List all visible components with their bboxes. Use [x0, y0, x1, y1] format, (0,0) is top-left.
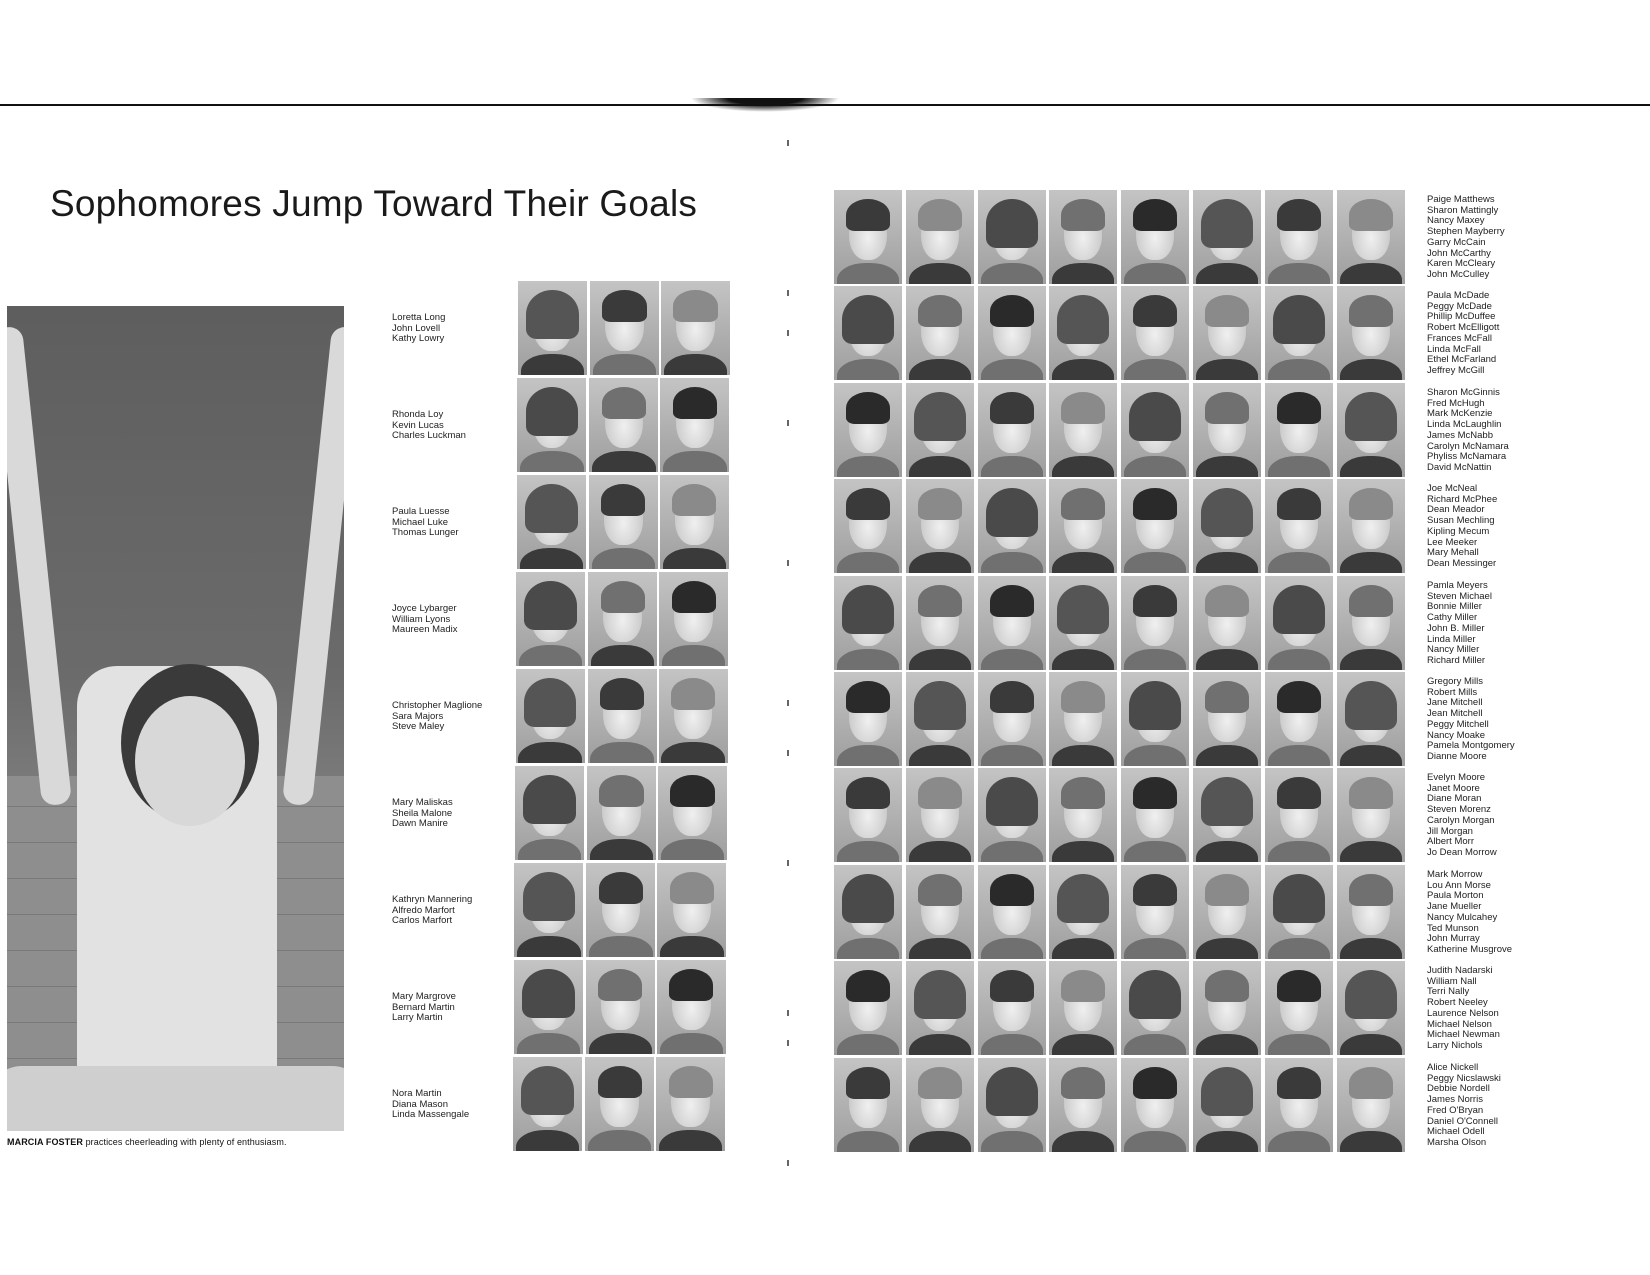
student-name: John Lovell: [392, 322, 441, 334]
student-portrait: [1193, 672, 1261, 766]
student-name: Linda Miller: [1427, 633, 1476, 645]
student-name: William Lyons: [392, 613, 451, 625]
student-name: Jane Mueller: [1427, 901, 1482, 913]
student-portrait: [1337, 961, 1405, 1055]
student-name: Dean Meador: [1427, 504, 1485, 516]
student-portrait: [1265, 576, 1333, 670]
student-name: Robert Neeley: [1427, 997, 1488, 1009]
student-portrait: [657, 863, 726, 957]
student-name: Bonnie Miller: [1427, 601, 1482, 613]
student-portrait: [978, 961, 1046, 1055]
binding-notch: [690, 98, 840, 112]
student-portrait: [513, 1057, 582, 1151]
name-list: [1427, 677, 1515, 763]
student-portrait: [514, 960, 583, 1054]
student-name: Larry Nichols: [1427, 1039, 1483, 1051]
student-portrait: [1265, 768, 1333, 862]
student-name: Carolyn Morgan: [1427, 814, 1495, 826]
student-portrait: [906, 865, 974, 959]
student-name: Charles Luckman: [392, 430, 466, 442]
photo-caption: [7, 1137, 287, 1147]
student-name: Steve Maley: [392, 721, 445, 733]
student-portrait: [1121, 865, 1189, 959]
student-name: William Nall: [1427, 975, 1477, 987]
student-portrait: [660, 378, 729, 472]
student-name: John B. Miller: [1427, 622, 1485, 634]
student-name: Ethel McFarland: [1427, 354, 1497, 366]
student-name: Marsha Olson: [1427, 1136, 1487, 1148]
student-name: Robert McElligott: [1427, 322, 1500, 334]
student-name: Albert Morr: [1427, 836, 1474, 848]
student-portrait: [1193, 576, 1261, 670]
name-list: [392, 313, 445, 345]
student-name: Paula Luesse: [392, 506, 450, 517]
student-portrait: [1337, 479, 1405, 573]
student-portrait: [514, 863, 583, 957]
student-name: Nancy Moake: [1427, 729, 1486, 741]
student-name: Phillip McDuffee: [1427, 311, 1496, 323]
student-name: Jane Mitchell: [1427, 697, 1483, 709]
name-list: [392, 992, 456, 1024]
student-name: Sharon McGinnis: [1427, 387, 1500, 398]
student-name: John McCarthy: [1427, 247, 1491, 259]
student-portrait: [1265, 961, 1333, 1055]
student-name: Katherine Musgrove: [1427, 943, 1513, 955]
student-name: Jill Morgan: [1427, 825, 1473, 837]
student-name: Linda McFall: [1427, 343, 1481, 355]
name-list: [392, 798, 453, 830]
student-name: Lee Meeker: [1427, 536, 1478, 548]
student-name: Phyliss McNamara: [1427, 451, 1507, 463]
student-portrait: [1049, 961, 1117, 1055]
student-portrait: [1265, 190, 1333, 284]
student-name: Ted Munson: [1427, 922, 1479, 934]
student-name: Jean Mitchell: [1427, 708, 1483, 720]
student-portrait: [834, 865, 902, 959]
student-portrait: [1193, 768, 1261, 862]
student-name: Thomas Lunger: [392, 527, 459, 539]
caption-text: practices cheerleading with plenty of enthusiasm.: [82, 1137, 287, 1147]
student-portrait: [516, 669, 585, 763]
student-name: Fred McHugh: [1427, 397, 1485, 409]
name-list: [1427, 195, 1505, 281]
student-portrait: [978, 479, 1046, 573]
student-portrait: [978, 768, 1046, 862]
student-portrait: [1049, 1058, 1117, 1152]
student-portrait: [1049, 383, 1117, 477]
student-name: Carlos Marfort: [392, 915, 453, 927]
name-list: [1427, 581, 1492, 667]
student-portrait: [1121, 1058, 1189, 1152]
student-portrait: [978, 1058, 1046, 1152]
student-portrait: [589, 475, 658, 569]
student-name: James McNabb: [1427, 429, 1493, 441]
name-list: [392, 410, 466, 442]
student-portrait: [518, 281, 587, 375]
student-portrait: [1193, 865, 1261, 959]
student-name: Joe McNeal: [1427, 483, 1478, 494]
student-portrait: [1265, 1058, 1333, 1152]
student-portrait: [586, 863, 655, 957]
student-portrait: [1049, 576, 1117, 670]
student-portrait: [978, 190, 1046, 284]
student-portrait: [517, 378, 586, 472]
student-portrait: [978, 383, 1046, 477]
student-portrait: [1265, 383, 1333, 477]
student-portrait: [906, 961, 974, 1055]
student-name: Carolyn McNamara: [1427, 440, 1509, 452]
student-name: Michael Odell: [1427, 1126, 1485, 1138]
name-list: [1427, 1063, 1501, 1149]
student-portrait: [589, 378, 658, 472]
student-name: Peggy McDade: [1427, 300, 1492, 312]
student-portrait: [1193, 479, 1261, 573]
student-portrait: [1337, 383, 1405, 477]
student-portrait: [657, 960, 726, 1054]
student-portrait: [978, 672, 1046, 766]
student-portrait: [586, 960, 655, 1054]
student-name: Kathryn Mannering: [392, 894, 473, 905]
student-portrait: [660, 475, 729, 569]
student-name: Judith Nadarski: [1427, 965, 1493, 976]
student-name: James Norris: [1427, 1094, 1483, 1106]
student-name: Mary Mehall: [1427, 547, 1479, 559]
student-portrait: [1049, 479, 1117, 573]
student-name: Maureen Madix: [392, 624, 458, 636]
student-portrait: [590, 281, 659, 375]
student-name: Garry McCain: [1427, 236, 1486, 248]
student-portrait: [1121, 190, 1189, 284]
student-portrait: [978, 576, 1046, 670]
student-name: Gregory Mills: [1427, 676, 1483, 687]
student-portrait: [1337, 768, 1405, 862]
student-portrait: [1049, 286, 1117, 380]
student-portrait: [906, 672, 974, 766]
student-portrait: [1121, 672, 1189, 766]
name-list: [1427, 773, 1497, 859]
student-portrait: [658, 766, 727, 860]
student-portrait: [659, 669, 728, 763]
name-list: [392, 895, 472, 927]
student-portrait: [515, 766, 584, 860]
student-name: Stephen Mayberry: [1427, 226, 1505, 238]
student-name: Joyce Lybarger: [392, 603, 457, 614]
student-portrait: [661, 281, 730, 375]
student-name: Evelyn Moore: [1427, 772, 1486, 783]
student-name: Pamla Meyers: [1427, 580, 1488, 591]
student-name: Diana Mason: [392, 1098, 448, 1110]
student-name: Paula McDade: [1427, 290, 1490, 301]
student-portrait: [906, 190, 974, 284]
student-portrait: [585, 1057, 654, 1151]
student-name: Karen McCleary: [1427, 258, 1496, 270]
name-list: [1427, 966, 1500, 1052]
student-name: Lou Ann Morse: [1427, 879, 1491, 891]
student-portrait: [516, 572, 585, 666]
student-portrait: [1049, 672, 1117, 766]
name-list: [392, 507, 459, 539]
student-name: Bernard Martin: [392, 1001, 455, 1013]
student-name: Steven Morenz: [1427, 804, 1491, 816]
student-portrait: [659, 572, 728, 666]
student-name: Loretta Long: [392, 312, 446, 323]
student-name: Susan Mechling: [1427, 515, 1495, 527]
student-name: Christopher Maglione: [392, 700, 483, 711]
student-portrait: [1193, 1058, 1261, 1152]
student-name: Alfredo Marfort: [392, 904, 455, 916]
student-name: Jo Dean Morrow: [1427, 846, 1497, 858]
student-name: Nancy Mulcahey: [1427, 911, 1498, 923]
student-portrait: [1193, 383, 1261, 477]
student-portrait: [1193, 286, 1261, 380]
student-portrait: [1121, 479, 1189, 573]
student-portrait: [1337, 1058, 1405, 1152]
student-portrait: [1265, 865, 1333, 959]
student-name: Pamela Montgomery: [1427, 740, 1515, 752]
student-portrait: [978, 865, 1046, 959]
student-portrait: [1121, 768, 1189, 862]
student-name: Mark Morrow: [1427, 869, 1483, 880]
student-portrait: [834, 672, 902, 766]
student-portrait: [834, 286, 902, 380]
student-name: Frances McFall: [1427, 332, 1492, 344]
student-name: John Murray: [1427, 933, 1480, 945]
student-name: Sheila Malone: [392, 807, 453, 819]
student-name: Peggy Nicslawski: [1427, 1072, 1501, 1084]
student-name: Richard McPhee: [1427, 493, 1498, 505]
student-portrait: [1265, 479, 1333, 573]
student-portrait: [834, 576, 902, 670]
student-portrait: [834, 768, 902, 862]
student-portrait: [906, 479, 974, 573]
student-portrait: [1193, 190, 1261, 284]
student-name: Robert Mills: [1427, 686, 1478, 698]
student-portrait: [834, 1058, 902, 1152]
student-name: Nora Martin: [392, 1088, 442, 1099]
student-portrait: [1337, 190, 1405, 284]
name-list: [1427, 388, 1509, 474]
student-portrait: [656, 1057, 725, 1151]
student-name: Diane Moran: [1427, 793, 1482, 805]
student-portrait: [1265, 286, 1333, 380]
student-name: Kevin Lucas: [392, 419, 444, 431]
student-portrait: [1049, 865, 1117, 959]
student-name: Rhonda Loy: [392, 409, 444, 420]
student-name: Alice Nickell: [1427, 1062, 1479, 1073]
student-portrait: [1265, 672, 1333, 766]
student-portrait: [1337, 865, 1405, 959]
page-gutter: [787, 140, 791, 1170]
student-name: Daniel O'Connell: [1427, 1115, 1498, 1127]
student-portrait: [906, 768, 974, 862]
student-name: Kipling Mecum: [1427, 525, 1490, 537]
student-name: Janet Moore: [1427, 782, 1480, 794]
student-portrait: [588, 669, 657, 763]
student-portrait: [834, 383, 902, 477]
student-portrait: [1121, 286, 1189, 380]
name-list: [392, 604, 457, 636]
student-portrait: [1121, 576, 1189, 670]
page-title: Sophomores Jump Toward Their Goals: [50, 183, 698, 224]
student-name: Sharon Mattingly: [1427, 204, 1499, 216]
student-portrait: [587, 766, 656, 860]
student-portrait: [517, 475, 586, 569]
student-portrait: [978, 286, 1046, 380]
student-name: Peggy Mitchell: [1427, 718, 1489, 730]
student-name: Steven Michael: [1427, 590, 1492, 602]
student-name: Linda McLaughlin: [1427, 419, 1502, 431]
name-list: [1427, 484, 1497, 570]
student-portrait: [906, 576, 974, 670]
student-name: Richard Miller: [1427, 654, 1486, 666]
student-name: Nancy Miller: [1427, 644, 1480, 656]
student-name: Kathy Lowry: [392, 333, 445, 345]
student-name: John McCulley: [1427, 268, 1490, 280]
student-portrait: [906, 286, 974, 380]
student-name: Paula Morton: [1427, 890, 1484, 902]
student-portrait: [588, 572, 657, 666]
student-name: Michael Nelson: [1427, 1018, 1492, 1030]
student-portrait: [906, 383, 974, 477]
student-name: Dawn Manire: [392, 818, 448, 830]
student-name: Mary Maliskas: [392, 797, 453, 808]
name-list: [1427, 291, 1499, 377]
cheerleader-photo: [7, 306, 344, 1131]
student-portrait: [1337, 576, 1405, 670]
name-list: [1427, 870, 1512, 956]
caption-name: MARCIA FOSTER: [7, 1137, 83, 1147]
student-name: Nancy Maxey: [1427, 215, 1485, 227]
student-portrait: [906, 1058, 974, 1152]
name-list: [392, 1089, 469, 1121]
student-portrait: [834, 190, 902, 284]
student-portrait: [1121, 383, 1189, 477]
student-name: Terri Nally: [1427, 986, 1470, 998]
student-portrait: [1193, 961, 1261, 1055]
student-name: Mark McKenzie: [1427, 408, 1493, 420]
student-name: Mary Margrove: [392, 991, 456, 1002]
student-name: Michael Luke: [392, 516, 448, 528]
student-portrait: [1121, 961, 1189, 1055]
student-portrait: [1049, 190, 1117, 284]
student-name: Linda Massengale: [392, 1109, 470, 1121]
student-portrait: [1337, 286, 1405, 380]
student-portrait: [1337, 672, 1405, 766]
student-name: Paige Matthews: [1427, 194, 1495, 205]
student-name: Dianne Moore: [1427, 750, 1487, 762]
student-name: Debbie Nordell: [1427, 1083, 1490, 1095]
name-list: [392, 701, 482, 733]
student-name: Michael Newman: [1427, 1029, 1500, 1041]
student-name: Jeffrey McGill: [1427, 364, 1485, 376]
student-name: David McNattin: [1427, 461, 1492, 473]
student-name: Laurence Nelson: [1427, 1007, 1499, 1019]
student-name: Larry Martin: [392, 1012, 443, 1024]
student-name: Cathy Miller: [1427, 612, 1478, 624]
student-name: Fred O'Bryan: [1427, 1104, 1484, 1116]
student-portrait: [834, 479, 902, 573]
student-name: Dean Messinger: [1427, 557, 1497, 569]
student-portrait: [834, 961, 902, 1055]
student-portrait: [1049, 768, 1117, 862]
student-name: Sara Majors: [392, 710, 444, 722]
